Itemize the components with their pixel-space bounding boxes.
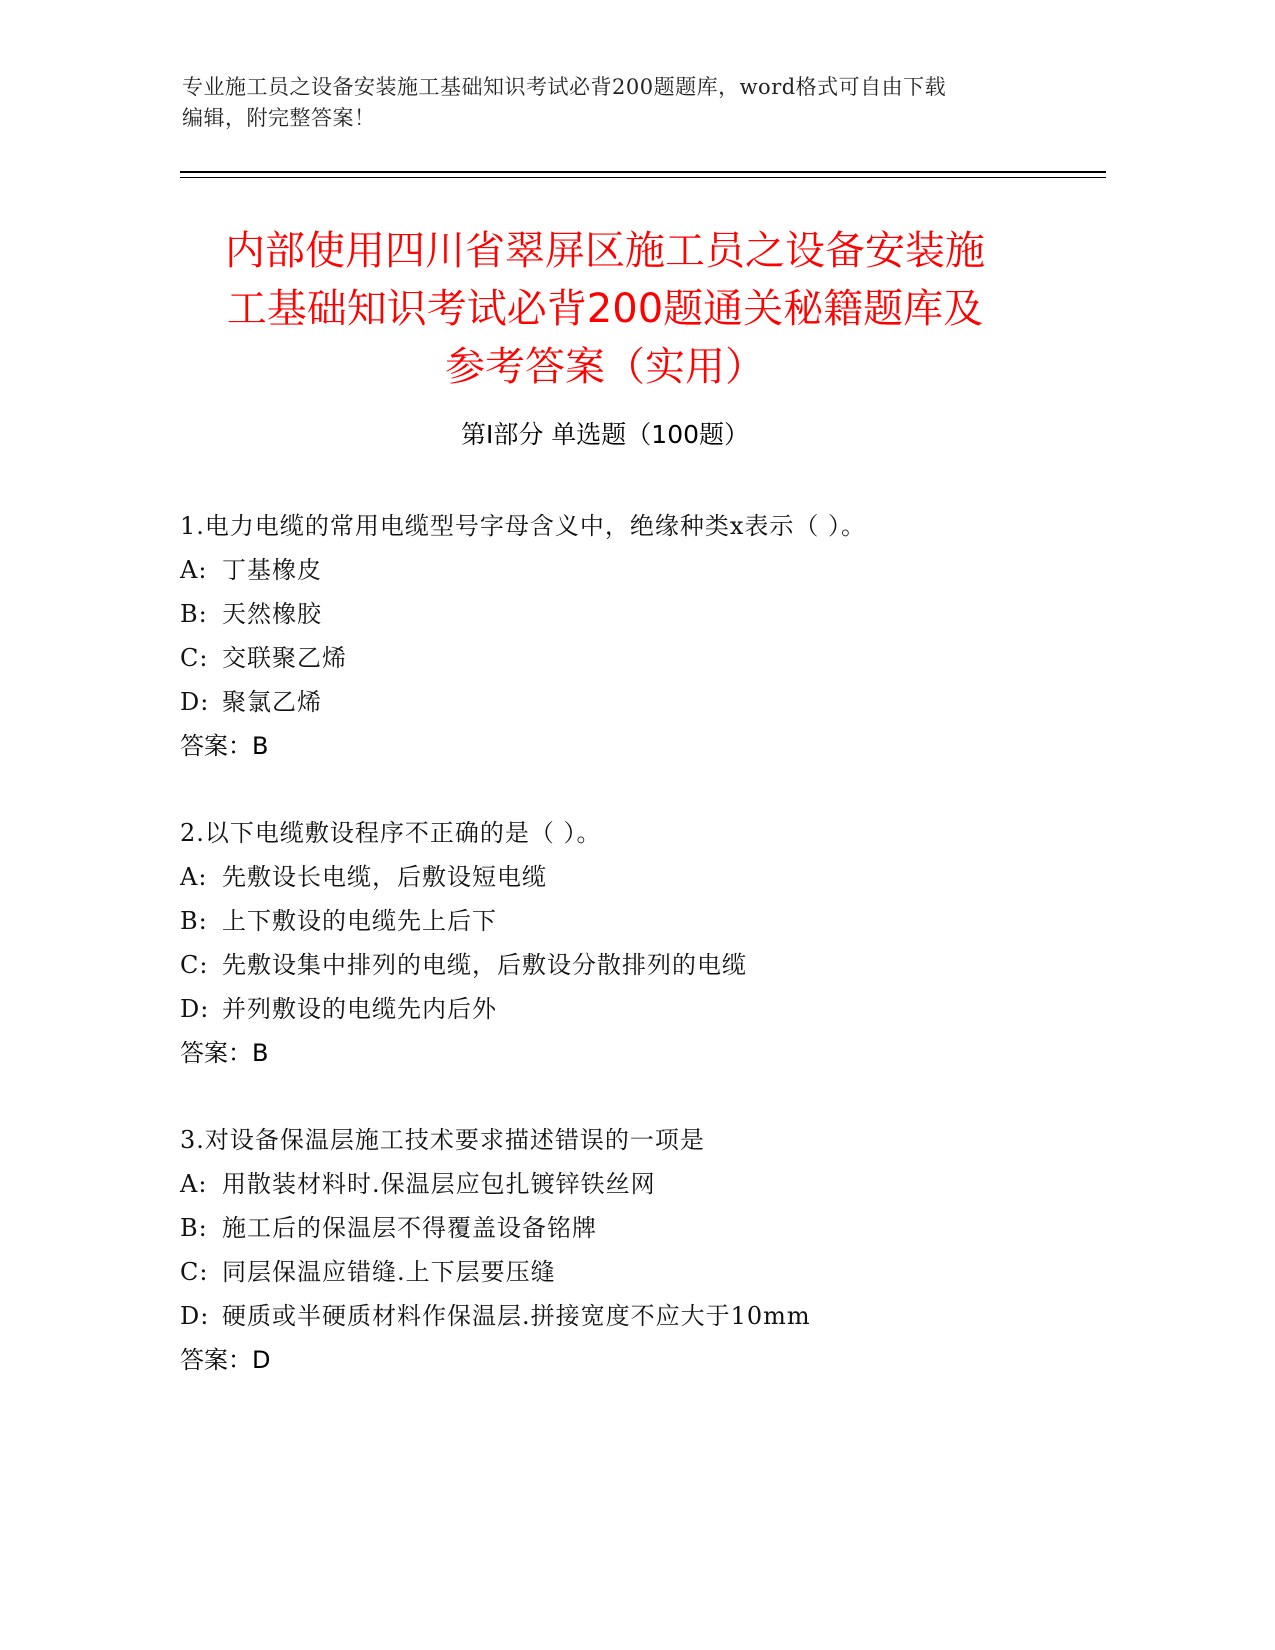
question-3	[180, 1118, 1080, 1382]
option-b	[180, 899, 1080, 943]
answer	[180, 1031, 1080, 1075]
option-key: A:	[180, 1170, 208, 1198]
option-text: 上下敷设的电缆先上后下	[222, 907, 497, 935]
answer	[180, 724, 1080, 768]
answer-label: 答案：	[180, 1346, 252, 1374]
option-d	[180, 987, 1080, 1031]
option-key: A:	[180, 556, 208, 584]
option-d	[180, 680, 1080, 724]
option-a	[180, 855, 1080, 899]
option-key: D:	[180, 995, 210, 1023]
header-note-line-1: 专业施工员之设备安装施工基础知识考试必背200题题库，word格式可自由下载	[182, 75, 947, 99]
header-note-line-2: 编辑，附完整答案！	[182, 106, 376, 130]
document-title-line-3: 参考答案（实用）	[445, 344, 765, 390]
option-a	[180, 548, 1080, 592]
option-a	[180, 1162, 1080, 1206]
question-list	[180, 504, 1080, 1425]
option-key: C:	[180, 644, 209, 672]
document-title	[150, 222, 1060, 396]
document-title-line-2: 工基础知识考试必背200题通关秘籍题库及	[226, 286, 984, 332]
document-title-line-1: 内部使用四川省翠屏区施工员之设备安装施	[225, 228, 985, 274]
option-key: C:	[180, 951, 209, 979]
option-text: 并列敷设的电缆先内后外	[222, 995, 497, 1023]
option-c	[180, 636, 1080, 680]
header-divider-thin	[180, 177, 1106, 178]
option-key: D:	[180, 1302, 210, 1330]
header-divider-thick	[180, 171, 1106, 173]
question-1	[180, 504, 1080, 768]
answer	[180, 1338, 1080, 1382]
answer-label: 答案：	[180, 732, 252, 760]
option-text: 同层保温应错缝.上下层要压缝	[222, 1258, 556, 1286]
option-c	[180, 943, 1080, 987]
option-text: 用散装材料时.保温层应包扎镀锌铁丝网	[222, 1170, 656, 1198]
answer-value: B	[252, 732, 269, 760]
question-stem: 2.以下电缆敷设程序不正确的是（ ）。	[180, 819, 602, 847]
header-note	[182, 72, 1052, 134]
option-text: 丁基橡皮	[222, 556, 322, 584]
option-b	[180, 1206, 1080, 1250]
option-text: 先敷设长电缆，后敷设短电缆	[222, 863, 547, 891]
option-b	[180, 592, 1080, 636]
answer-label: 答案：	[180, 1039, 252, 1067]
option-key: B:	[180, 600, 208, 628]
option-d	[180, 1294, 1080, 1338]
option-text: 硬质或半硬质材料作保温层.拼接宽度不应大于10mm	[222, 1302, 811, 1330]
option-key: B:	[180, 1214, 208, 1242]
option-key: D:	[180, 688, 210, 716]
answer-value: B	[252, 1039, 269, 1067]
option-key: B:	[180, 907, 208, 935]
option-text: 先敷设集中排列的电缆，后敷设分散排列的电缆	[222, 951, 747, 979]
option-text: 天然橡胶	[222, 600, 322, 628]
option-key: A:	[180, 863, 208, 891]
option-c	[180, 1250, 1080, 1294]
option-text: 交联聚乙烯	[222, 644, 347, 672]
option-text: 聚氯乙烯	[222, 688, 322, 716]
question-2	[180, 811, 1080, 1075]
question-stem: 1.电力电缆的常用电缆型号字母含义中，绝缘种类x表示（ ）。	[180, 512, 867, 540]
section-title: 第Ⅰ部分 单选题（100题）	[460, 420, 750, 449]
option-key: C:	[180, 1258, 209, 1286]
question-stem: 3.对设备保温层施工技术要求描述错误的一项是	[180, 1126, 705, 1154]
answer-value: D	[252, 1346, 271, 1374]
option-text: 施工后的保温层不得覆盖设备铭牌	[222, 1214, 597, 1242]
